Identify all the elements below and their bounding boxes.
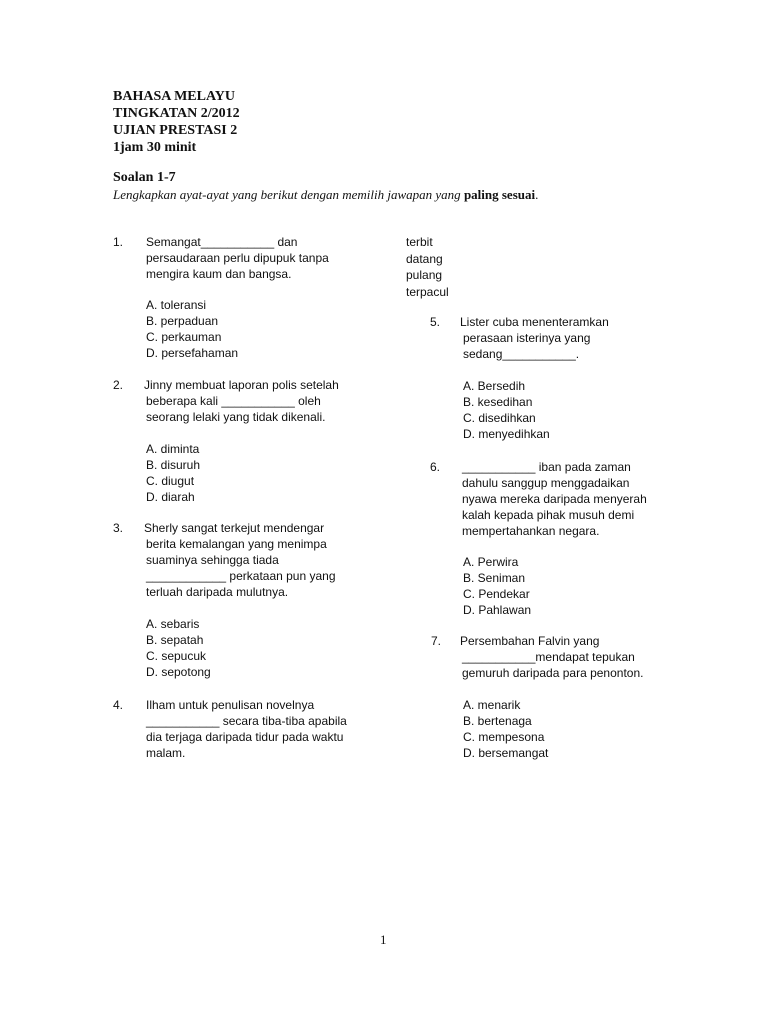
- question-number: 6.: [430, 460, 441, 474]
- instruction-end: .: [535, 187, 539, 202]
- question-text-line: ____________ perkataan pun yang: [146, 569, 336, 583]
- test-line: UJIAN PRESTASI 2: [113, 123, 238, 138]
- answer-option: terpacul: [406, 284, 449, 299]
- answer-option: C. disedihkan: [463, 411, 536, 425]
- answer-option: B. kesedihan: [463, 395, 533, 409]
- answer-option: terbit: [406, 235, 433, 249]
- answer-option: D. Pahlawan: [463, 603, 532, 617]
- question-text-line: seorang lelaki yang tidak dikenali.: [146, 410, 326, 424]
- exam-header: [113, 88, 240, 156]
- question-number: 4.: [113, 698, 124, 712]
- answer-option: B. sepatah: [146, 633, 204, 647]
- answer-option: D. menyedihkan: [463, 427, 550, 441]
- duration-line: 1jam 30 minit: [113, 140, 197, 155]
- question-text-line: sedang___________.: [463, 347, 580, 361]
- answer-option: C. Pendekar: [463, 587, 530, 601]
- answer-option: B. disuruh: [146, 458, 201, 472]
- answer-option: datang: [406, 251, 443, 266]
- question-number: 1.: [113, 235, 124, 249]
- question-text-line: mempertahankan negara.: [462, 524, 600, 538]
- instruction-text: Lengkapkan ayat-ayat yang berikut dengan memilih jawapan yang: [113, 187, 464, 202]
- answer-option: A. toleransi: [146, 298, 207, 312]
- answer-option: D. sepotong: [146, 665, 211, 679]
- question-number: 3.: [113, 521, 124, 535]
- form-line: TINGKATAN 2/2012: [113, 106, 240, 121]
- question-text-line: mengira kaum dan bangsa.: [146, 267, 292, 281]
- question-number: 7.: [431, 634, 442, 648]
- question-text-line: dia terjaga daripada tidur pada waktu: [146, 730, 344, 744]
- question-text-line: persaudaraan perlu dipupuk tanpa: [146, 251, 329, 265]
- question-text-line: ___________mendapat tepukan: [462, 650, 635, 664]
- answer-option: B. perpaduan: [146, 314, 219, 328]
- answer-option: A. menarik: [463, 698, 521, 712]
- question-number: 2.: [113, 378, 124, 392]
- answer-option: C. diugut: [146, 474, 195, 488]
- question-text-line: berita kemalangan yang menimpa: [146, 537, 327, 551]
- answer-option: pulang: [406, 268, 443, 282]
- question-text-line: Sherly sangat terkejut mendengar: [144, 521, 325, 535]
- section-title: Soalan 1-7: [113, 170, 176, 185]
- question-text-line: gemuruh daripada para penonton.: [462, 666, 644, 680]
- question-text-line: Ilham untuk penulisan novelnya: [146, 698, 315, 712]
- question-4-options: [406, 234, 449, 300]
- answer-option: A. Perwira: [463, 555, 519, 569]
- answer-option: B. bertenaga: [463, 714, 532, 728]
- page-number: 1: [380, 932, 387, 947]
- question-text-line: Persembahan Falvin yang: [460, 634, 600, 648]
- section-instruction: [113, 187, 538, 203]
- question-text-line: nyawa mereka daripada menyerah: [462, 492, 647, 506]
- question-text-line: Semangat___________ dan: [146, 235, 298, 249]
- question-text-line: terluah daripada mulutnya.: [146, 585, 289, 599]
- question-text-line: ___________ secara tiba-tiba apabila: [146, 714, 347, 728]
- question-text-line: perasaan isterinya yang: [463, 331, 591, 345]
- question-number: 5.: [430, 315, 441, 329]
- answer-option: A. Bersedih: [463, 379, 526, 393]
- answer-option: D. bersemangat: [463, 746, 549, 760]
- question-text-line: malam.: [146, 746, 186, 760]
- answer-option: C. sepucuk: [146, 649, 207, 663]
- answer-option: A. sebaris: [146, 617, 200, 631]
- answer-option: B. Seniman: [463, 571, 526, 585]
- question-text-line: beberapa kali ___________ oleh: [146, 394, 321, 408]
- question-text-line: dahulu sanggup menggadaikan: [462, 476, 630, 490]
- answer-option: A. diminta: [146, 442, 200, 456]
- instruction-emphasis: paling sesuai: [463, 187, 536, 202]
- question-text-line: ___________ iban pada zaman: [462, 460, 631, 474]
- question-text-line: suaminya sehingga tiada: [146, 553, 279, 567]
- subject-line: BAHASA MELAYU: [113, 89, 236, 104]
- answer-option: C. perkauman: [146, 330, 222, 344]
- answer-option: D. persefahaman: [146, 346, 239, 360]
- question-text-line: kalah kepada pihak musuh demi: [462, 508, 635, 522]
- question-text-line: Jinny membuat laporan polis setelah: [144, 378, 339, 392]
- answer-option: D. diarah: [146, 490, 195, 504]
- answer-option: C. mempesona: [463, 730, 545, 744]
- question-text-line: Lister cuba menenteramkan: [460, 315, 609, 329]
